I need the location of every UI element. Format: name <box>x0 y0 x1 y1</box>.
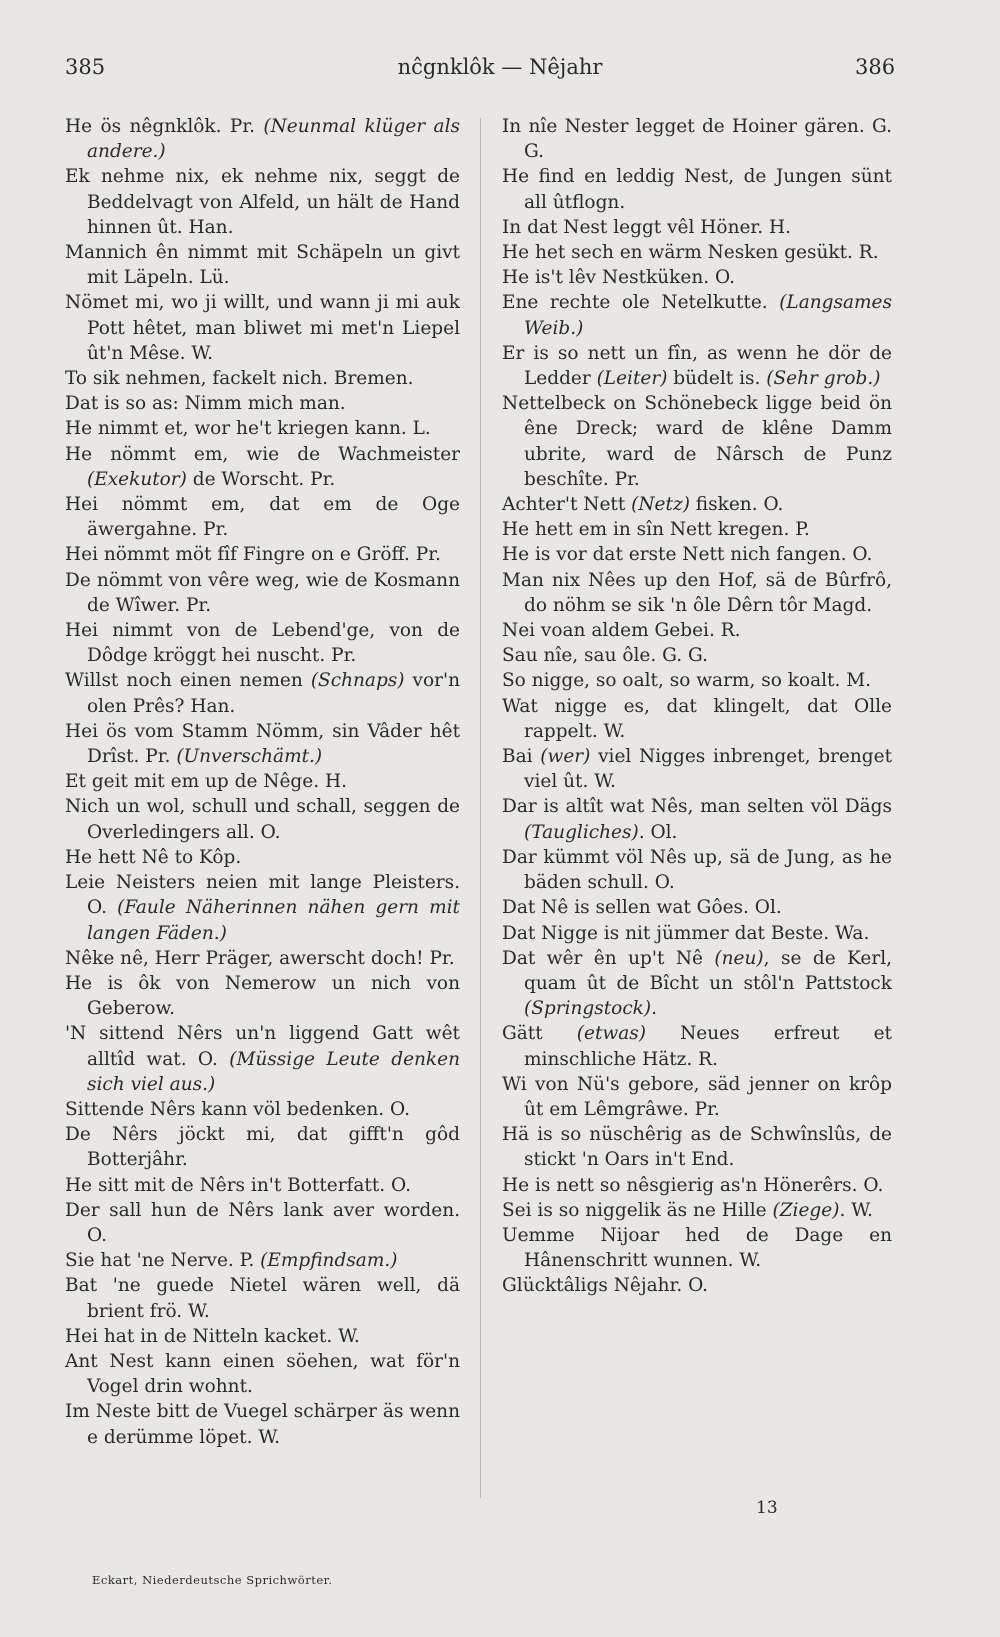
proverb-entry <box>502 1273 892 1298</box>
proverb-entry <box>502 794 892 844</box>
entry-text: Nêke nê, Herr Präger, awerscht doch! Pr. <box>65 947 455 969</box>
proverb-entry <box>65 164 460 240</box>
proverb-entry <box>502 114 892 164</box>
entry-text: He nömmt em, wie de Wachmeister <box>65 443 460 465</box>
entry-text: Im Neste bitt de Vuegel schärper äs wenn e derümme löpet. W. <box>65 1401 460 1448</box>
entry-text: Achter't Nett <box>502 494 632 516</box>
entry-text: In nîe Nester legget de Hoiner gären. G. G. <box>502 116 892 163</box>
proverb-entry <box>502 744 892 794</box>
entry-text: He is't lêv Nestküken. O. <box>502 267 735 289</box>
entry-text: Dat is so as: Nimm mich man. <box>65 393 346 415</box>
entry-text: Er is so nett un fîn, as wenn he dör de Ledder <box>502 342 892 390</box>
entry-text: He is nett so nêsgierig as'n Hönerêrs. O. <box>502 1174 884 1196</box>
running-header <box>0 55 1000 95</box>
entry-text: So nigge, so oalt, so warm, so koalt. M. <box>502 670 872 692</box>
proverb-entry <box>502 164 892 214</box>
entry-text: Nettelbeck on Schönebeck ligge beid ön êne Dreck; ward de klêne Damm ubrite, ward de Nârsch de Punz beschîte. Pr. <box>502 393 892 490</box>
entry-text: De nömmt von vêre weg, wie de Kosmann de Wîwer. Pr. <box>65 569 460 616</box>
gloss-text: (Neunmal klüger als andere.) <box>87 116 460 163</box>
right-column <box>502 114 892 1299</box>
proverb-entry <box>65 568 460 618</box>
entry-text: , se de Kerl, quam ût de Bîcht un stôl'n Pattstock <box>524 947 892 994</box>
entry-text: Nömet mi, wo ji willt, und wann ji mi auk Pott hêtet, man bliwet mi met'n Liepel ût'n Mêse. W. <box>65 292 460 364</box>
entry-text: Wat nigge es, dat klingelt, dat Olle rappelt. W. <box>502 695 892 742</box>
entry-text: Willst noch einen nemen <box>65 670 311 692</box>
entry-text: Hei nimmt von de Lebend'ge, von de Dôdge kröggt hei nuscht. Pr. <box>65 620 460 667</box>
gloss-text: (neu) <box>714 947 764 969</box>
page-number-right: 386 <box>855 55 896 79</box>
proverb-entry <box>65 416 460 441</box>
proverb-entry <box>65 1173 460 1198</box>
gloss-text: (etwas) <box>576 1023 646 1045</box>
column-divider <box>480 118 481 1498</box>
proverb-entry <box>65 1324 460 1349</box>
entry-text: . Ol. <box>638 821 678 843</box>
gloss-text: (Leiter) <box>596 368 668 390</box>
gloss-text: (Exekutor) <box>87 468 187 490</box>
proverb-entry <box>65 971 460 1021</box>
gloss-text: (Taugliches) <box>524 821 639 843</box>
proverb-entry <box>502 1122 892 1172</box>
proverb-entry <box>65 719 460 769</box>
proverb-entry <box>502 618 892 643</box>
proverb-entry <box>502 391 892 492</box>
proverb-entry <box>65 1097 460 1122</box>
entry-text: Dat Nê is sellen wat Gôes. Ol. <box>502 897 782 919</box>
entry-text: büdelt is. <box>667 368 767 390</box>
entry-text: Hei hat in de Nitteln kacket. W. <box>65 1325 360 1347</box>
entry-text: 'N sittend Nêrs un'n liggend Gatt wêt alltîd wat. O. <box>65 1023 460 1070</box>
proverb-entry <box>502 643 892 668</box>
entry-text: Ant Nest kann einen söehen, wat för'n Vogel drin wohnt. <box>65 1350 460 1398</box>
entry-text: Sei is so niggelik äs ne Hille <box>502 1199 773 1221</box>
proverb-entry <box>502 845 892 895</box>
proverb-entry <box>502 1173 892 1198</box>
entry-text: . W. <box>839 1199 873 1221</box>
proverb-entry <box>65 366 460 391</box>
footer-source: Eckart, Niederdeutsche Sprichwörter. <box>92 1573 333 1587</box>
entry-text: He hett Nê to Kôp. <box>65 846 242 868</box>
entry-text: De Nêrs jöckt mi, dat gifft'n gôd Botterjâhr. <box>65 1124 460 1171</box>
entry-text: Dar kümmt völ Nês up, sä de Jung, as he bäden schull. O. <box>502 846 892 894</box>
gloss-text: (Springstock) <box>524 998 652 1020</box>
proverb-entry <box>65 845 460 870</box>
proverb-entry <box>502 1223 892 1273</box>
entry-text: Der sall hun de Nêrs lank aver worden. O. <box>65 1199 460 1246</box>
left-column <box>65 114 460 1450</box>
proverb-entry <box>502 1072 892 1122</box>
proverb-entry <box>502 492 892 517</box>
entry-text: vor'n olen Prês? Han. <box>87 670 460 717</box>
entry-text: He sitt mit de Nêrs in't Botterfatt. O. <box>65 1174 412 1196</box>
proverb-entry <box>502 1021 892 1071</box>
proverb-entry <box>502 240 892 265</box>
proverb-entry <box>502 1198 892 1223</box>
entry-text: He nimmt et, wor he't kriegen kann. L. <box>65 418 431 440</box>
entry-text: He is vor dat erste Nett nich fangen. O. <box>502 544 873 566</box>
proverb-entry <box>502 568 892 618</box>
proverb-entry <box>65 668 460 718</box>
entry-text: Leie Neisters neien mit lange Pleisters. O. <box>65 872 460 919</box>
proverb-entry <box>65 1122 460 1172</box>
entry-text: Ek nehme nix, ek nehme nix, seggt de Beddelvagt von Alfeld, un hält de Hand hinnen ût. Han. <box>65 166 460 238</box>
proverb-entry <box>65 1021 460 1097</box>
proverb-entry <box>65 794 460 844</box>
entry-text: Sau nîe, sau ôle. G. G. <box>502 645 709 667</box>
proverb-entry <box>65 870 460 946</box>
proverb-entry <box>502 341 892 391</box>
entry-text: He find en leddig Nest, de Jungen sünt all ûtflogn. <box>502 166 892 213</box>
entry-text: de Worscht. Pr. <box>186 468 336 490</box>
entry-text: He hett em in sîn Nett kregen. P. <box>502 519 810 541</box>
proverb-entry <box>502 694 892 744</box>
signature-mark: 13 <box>756 1498 778 1518</box>
proverb-entry <box>65 442 460 492</box>
gloss-text: (Empfindsam.) <box>260 1250 398 1272</box>
entry-text: Et geit mit em up de Nêge. H. <box>65 771 347 793</box>
proverb-entry <box>502 542 892 567</box>
gloss-text: (Sehr grob.) <box>766 368 881 390</box>
entry-text: . <box>651 998 657 1020</box>
entry-text: fisken. O. <box>689 494 784 516</box>
entry-text: He het sech en wärm Nesken gesükt. R. <box>502 242 879 264</box>
gloss-text: (Langsames Weib.) <box>524 292 892 339</box>
proverb-entry <box>502 215 892 240</box>
proverb-entry <box>502 290 892 340</box>
gloss-text: (Müssige Leute denken sich viel aus.) <box>87 1048 461 1095</box>
proverb-entry <box>502 895 892 920</box>
entry-text: Bai <box>502 746 541 768</box>
proverb-entry <box>65 391 460 416</box>
gloss-text: (Unverschämt.) <box>176 746 323 768</box>
proverb-entry <box>65 769 460 794</box>
entry-text: Sittende Nêrs kann völ bedenken. O. <box>65 1098 410 1120</box>
proverb-entry <box>65 114 460 164</box>
proverb-entry <box>65 240 460 290</box>
gloss-text: (Schnaps) <box>310 670 405 692</box>
entry-text: Gätt <box>502 1023 577 1045</box>
entry-text: Hei nömmt em, dat em de Oge äwergahne. Pr. <box>65 494 460 541</box>
entry-text: Dat wêr ên up't Nê <box>502 947 715 969</box>
proverb-entry <box>65 1349 460 1399</box>
proverb-entry <box>502 946 892 1022</box>
entry-text: Bat 'ne guede Nietel wären well, dä brient frö. W. <box>65 1275 460 1322</box>
entry-text: He is ôk von Nemerow un nich von Geberow. <box>65 972 460 1020</box>
entry-text: Mannich ên nimmt mit Schäpeln un givt mit Läpeln. Lü. <box>65 242 460 289</box>
proverb-entry <box>502 517 892 542</box>
proverb-entry <box>65 290 460 366</box>
entry-text: Dat Nigge is nit jümmer dat Beste. Wa. <box>502 922 870 944</box>
running-title: nĉgnklôk — Nêjahr <box>397 55 603 79</box>
entry-text: Hei nömmt möt fîf Fingre on e Gröff. Pr. <box>65 544 441 566</box>
entry-text: Uemme Nijoar hed de Dage en Hânenschritt wunnen. W. <box>502 1224 892 1272</box>
entry-text: Dar is altît wat Nês, man selten völ Dägs <box>502 796 892 818</box>
page-number-left: 385 <box>65 55 106 79</box>
proverb-entry <box>502 668 892 693</box>
entry-text: Neues erfreut et minschliche Hätz. R. <box>524 1023 892 1070</box>
entry-text: viel Nigges inbrenget, brenget viel ût. W. <box>524 746 893 793</box>
proverb-entry <box>65 492 460 542</box>
entry-text: Nei voan aldem Gebei. R. <box>502 620 741 642</box>
entry-text: He ös nêgnklôk. Pr. <box>65 116 264 137</box>
entry-text: To sik nehmen, fackelt nich. Bremen. <box>65 368 414 390</box>
proverb-entry <box>502 265 892 290</box>
gloss-text: (Faule Näherinnen nähen gern mit langen Fäden.) <box>87 897 460 944</box>
proverb-entry <box>65 1248 460 1273</box>
entry-text: Hei ös vom Stamm Nömm, sin Vâder hêt Drîst. Pr. <box>65 720 460 768</box>
proverb-entry <box>65 1198 460 1248</box>
entry-text: Ene rechte ole Netelkutte. <box>502 292 780 314</box>
gloss-text: (Ziege) <box>772 1199 840 1221</box>
entry-text: Glücktâligs Nêjahr. O. <box>502 1275 709 1297</box>
entry-text: Hä is so nüschêrig as de Schwînslûs, de stickt 'n Oars in't End. <box>502 1124 892 1171</box>
proverb-entry <box>65 946 460 971</box>
entry-text: In dat Nest leggt vêl Höner. H. <box>502 216 792 238</box>
proverb-entry <box>65 542 460 567</box>
proverb-entry <box>502 921 892 946</box>
entry-text: Nich un wol, schull und schall, seggen de Overledingers all. O. <box>65 796 460 843</box>
entry-text: Sie hat 'ne Nerve. P. <box>65 1250 261 1272</box>
proverb-entry <box>65 1273 460 1323</box>
gloss-text: (Netz) <box>631 494 690 516</box>
entry-text: Man nix Nêes up den Hof, sä de Bûrfrô, do nöhm se sik 'n ôle Dêrn tôr Magd. <box>502 569 892 616</box>
proverb-entry <box>65 1399 460 1449</box>
proverb-entry <box>65 618 460 668</box>
gloss-text: (wer) <box>540 746 591 768</box>
entry-text: Wi von Nü's gebore, säd jenner on krôp ût em Lêmgrâwe. Pr. <box>502 1073 892 1120</box>
